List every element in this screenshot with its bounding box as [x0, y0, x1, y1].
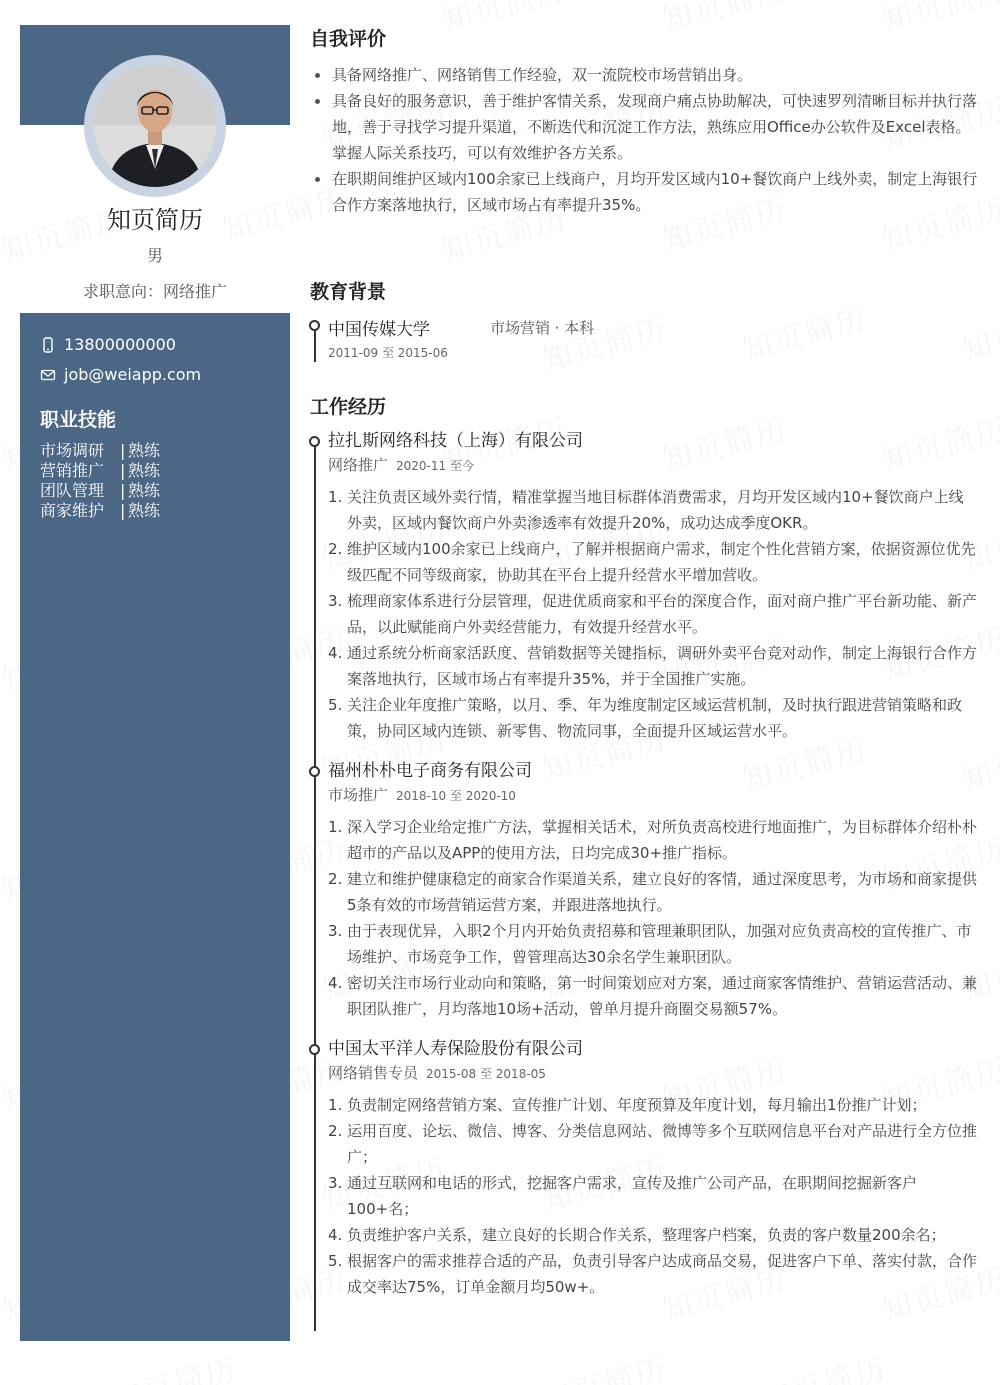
skill-item	[40, 481, 160, 501]
mail-icon	[40, 367, 56, 383]
job-meta	[328, 783, 978, 808]
self-eval-list	[312, 62, 982, 218]
watermark-text	[876, 0, 1000, 40]
education-major: 市场营销 · 本科	[490, 319, 595, 337]
skills-heading: 职业技能	[40, 409, 117, 431]
list-item: 2. 建立和维护健康稳定的商家合作渠道关系，建立良好的客情，通过深度思考，为市场和商家提供5条有效的市场营销运营方案，并跟进落地执行。	[328, 870, 978, 914]
work-heading: 工作经历	[310, 396, 387, 418]
list-item: 2. 维护区域内100余家已上线商户，了解并根据商户需求，制定个性化营销方案，依据资源位优先级匹配不同等级商家，协助其在平台上提升经营水平增加营收。	[328, 540, 976, 584]
list-item: 4. 通过系统分析商家活跃度、营销数据等关键指标，调研外卖平台竞对动作，制定上海银行合作方案落地执行，区域市场占有率提升35%，并于全国推广实施。	[328, 644, 978, 688]
job-date: 2020-11 至今	[396, 459, 474, 473]
self-eval-item: 具备良好的服务意识，善于维护客情关系，发现商户痛点协助解决，可快速罗列清晰目标并执行落地，善于寻找学习提升渠道，不断迭代和沉淀工作方法，熟练应用Office办公软件及Excel表格。掌握人际关系技巧，可以有效维护各方关系。	[312, 88, 982, 166]
job-company: 拉扎斯网络科技（上海）有限公司	[328, 431, 583, 451]
education-heading: 教育背景	[310, 281, 387, 303]
duty-text: 负责制定网络营销方案、宣传推广计划、年度预算及年度计划，每月输出1份推广计划；	[347, 1096, 927, 1114]
skill-name: 商家维护	[40, 501, 105, 520]
list-item: 5. 根据客户的需求推荐合适的产品，负责引导客户达成商品交易，促进客户下单、落实付款，合作成交率达75%，订单金额月均50w+。	[328, 1252, 978, 1296]
duty-text: 建立和维护健康稳定的商家合作渠道关系，建立良好的客情，通过深度思考，为市场和商家提供5条有效的市场营销运营方案，并跟进落地执行。	[347, 870, 978, 914]
skill-item	[40, 461, 160, 481]
job-company: 中国太平洋人寿保险股份有限公司	[328, 1039, 583, 1059]
avatar-photo	[94, 65, 216, 187]
education-timeline	[314, 326, 316, 362]
skill-level: 熟练	[128, 481, 161, 500]
watermark-text	[736, 294, 871, 370]
skills-list	[40, 441, 160, 521]
candidate-name: 知页简历	[107, 206, 203, 234]
watermark-text	[656, 0, 791, 40]
list-item: 1. 深入学习企业给定推广方法，掌握相关话术，对所负责高校进行地面推广，为目标群体介绍朴朴超市的产品以及APP的使用方法，日均完成30+推广指标。	[328, 818, 978, 862]
watermark-text	[106, 1344, 241, 1385]
skill-separator: |	[120, 441, 126, 460]
avatar	[94, 65, 216, 187]
list-item: 3. 梳理商家体系进行分层管理，促进优质商家和平台的深度合作，面对商户推广平台新功能、新产品，以此赋能商户外卖经营能力，有效提升经营水平。	[328, 592, 978, 636]
skill-name: 营销推广	[40, 461, 105, 480]
candidate-gender: 男	[146, 246, 163, 265]
self-eval-item: 具备网络推广、网络销售工作经验，双一流院校市场营销出身。	[312, 62, 982, 88]
job-meta	[328, 453, 978, 478]
duty-text: 关注负责区域外卖行情，精准掌握当地目标群体消费需求，月均开发区域内10+餐饮商户上线外卖，区域内餐饮商户外卖渗透率有效提升20%，成功达成季度OKR。	[347, 488, 964, 532]
job-company: 福州朴朴电子商务有限公司	[328, 761, 532, 781]
duty-text: 深入学习企业给定推广方法，掌握相关话术，对所负责高校进行地面推广，为目标群体介绍朴朴超市的产品以及APP的使用方法，日均完成30+推广指标。	[347, 818, 978, 862]
phone-icon	[40, 337, 56, 353]
duty-text: 通过系统分析商家活跃度、营销数据等关键指标，调研外卖平台竞对动作，制定上海银行合作方案落地执行，区域市场占有率提升35%，并于全国推广实施。	[347, 644, 978, 688]
email-address: job@weiapp.com	[64, 365, 202, 384]
skill-name: 团队管理	[40, 481, 105, 500]
self-eval-heading: 自我评价	[310, 28, 387, 50]
watermark-text	[536, 1344, 671, 1385]
duty-text: 通过互联网和电话的形式，挖掘客户需求，宣传及推广公司产品，在职期间挖掘新客户100+名；	[347, 1174, 918, 1218]
list-item: 4. 负责维护客户关系，建立良好的长期合作关系，整理客户档案，负责的客户数量200余名；	[328, 1226, 946, 1244]
timeline-dot	[309, 320, 320, 331]
list-item: 3. 由于表现优异，入职2个月内开始负责招募和管理兼职团队，加强对应负责高校的宣传推广、市场维护、市场竞争工作，曾管理高达30余名学生兼职团队。	[328, 922, 972, 966]
duty-text: 运用百度、论坛、微信、博客、分类信息网站、微博等多个互联网信息平台对产品进行全方位推广；	[347, 1122, 978, 1166]
job-duties	[328, 1092, 978, 1300]
skill-separator: |	[120, 481, 126, 500]
duty-text: 关注企业年度推广策略，以月、季、年为维度制定区域运营机制，及时执行跟进营销策略和政策，协同区域内连锁、新零售、物流同事，全面提升区域运营水平。	[347, 696, 963, 740]
skill-name: 市场调研	[40, 441, 105, 460]
job-date: 2015-08 至 2018-05	[426, 1067, 546, 1081]
skill-separator: |	[120, 501, 126, 520]
job-entry	[328, 429, 978, 744]
duty-text: 维护区域内100余家已上线商户，了解并根据商户需求，制定个性化营销方案，依据资源位优先级匹配不同等级商家，协助其在平台上提升经营水平增加营收。	[347, 540, 976, 584]
duty-text: 根据客户的需求推荐合适的产品，负责引导客户达成商品交易，促进客户下单、落实付款，合作成交率达75%，订单金额月均50w+。	[347, 1252, 978, 1296]
phone-number: 13800000000	[64, 335, 176, 354]
watermark-text	[756, 1344, 891, 1385]
list-item: 3. 通过互联网和电话的形式，挖掘客户需求，宣传及推广公司产品，在职期间挖掘新客户100+名；	[328, 1174, 918, 1218]
watermark-text	[956, 294, 1000, 370]
education-school: 中国传媒大学	[328, 320, 430, 340]
watermark-text	[436, 0, 571, 40]
skill-level: 熟练	[128, 461, 161, 480]
email-contact	[40, 365, 201, 384]
timeline-dot	[309, 1044, 320, 1055]
skill-level: 熟练	[128, 501, 161, 520]
duty-text: 负责维护客户关系，建立良好的长期合作关系，整理客户档案，负责的客户数量200余名；	[347, 1226, 946, 1244]
education-date: 2011-09 至 2015-06	[328, 346, 448, 360]
job-meta	[328, 1061, 978, 1086]
watermark-text	[536, 304, 671, 380]
work-timeline	[314, 441, 316, 1331]
skill-item	[40, 441, 160, 461]
skill-level: 熟练	[128, 441, 161, 460]
job-date: 2018-10 至 2020-10	[396, 789, 516, 803]
list-item: 2. 运用百度、论坛、微信、博客、分类信息网站、微博等多个互联网信息平台对产品进行全方位推广；	[328, 1122, 978, 1166]
timeline-dot	[309, 436, 320, 447]
timeline-dot	[309, 766, 320, 777]
job-intent: 求职意向：网络推广	[82, 282, 227, 301]
duty-text: 梳理商家体系进行分层管理，促进优质商家和平台的深度合作，面对商户推广平台新功能、新产品，以此赋能商户外卖经营能力，有效提升经营水平。	[347, 592, 978, 636]
job-duties	[328, 484, 978, 744]
list-item: 4. 密切关注市场行业动向和策略，第一时间策划应对方案，通过商家客情维护、营销运营活动、兼职团队推广，月均落地10场+活动，曾单月提升商圈交易额57%。	[328, 974, 978, 1018]
job-role: 网络销售专员	[328, 1064, 419, 1082]
job-entry	[328, 1037, 978, 1300]
list-item: 5. 关注企业年度推广策略，以月、季、年为维度制定区域运营机制，及时执行跟进营销策略和政策，协同区域内连锁、新零售、物流同事，全面提升区域运营水平。	[328, 696, 963, 740]
skill-item	[40, 501, 160, 521]
sidebar-panel	[20, 313, 290, 1341]
skill-separator: |	[120, 461, 126, 480]
list-item: 1. 负责制定网络营销方案、宣传推广计划、年度预算及年度计划，每月输出1份推广计划；	[328, 1096, 927, 1114]
self-eval-item: 在职期间维护区域内100余家已上线商户，月均开发区域内10+餐饮商户上线外卖，制定上海银行合作方案落地执行，区域市场占有率提升35%。	[312, 166, 982, 218]
duty-text: 由于表现优异，入职2个月内开始负责招募和管理兼职团队，加强对应负责高校的宣传推广、市场维护、市场竞争工作，曾管理高达30余名学生兼职团队。	[347, 922, 972, 966]
job-entry	[328, 759, 978, 1022]
job-role: 市场推广	[328, 786, 389, 804]
duty-text: 密切关注市场行业动向和策略，第一时间策划应对方案，通过商家客情维护、营销运营活动、兼职团队推广，月均落地10场+活动，曾单月提升商圈交易额57%。	[347, 974, 978, 1018]
list-item: 1. 关注负责区域外卖行情，精准掌握当地目标群体消费需求，月均开发区域内10+餐饮商户上线外卖，区域内餐饮商户外卖渗透率有效提升20%，成功达成季度OKR。	[328, 488, 964, 532]
phone-contact	[40, 335, 176, 354]
job-duties	[328, 814, 978, 1022]
job-role: 网络推广	[328, 456, 389, 474]
